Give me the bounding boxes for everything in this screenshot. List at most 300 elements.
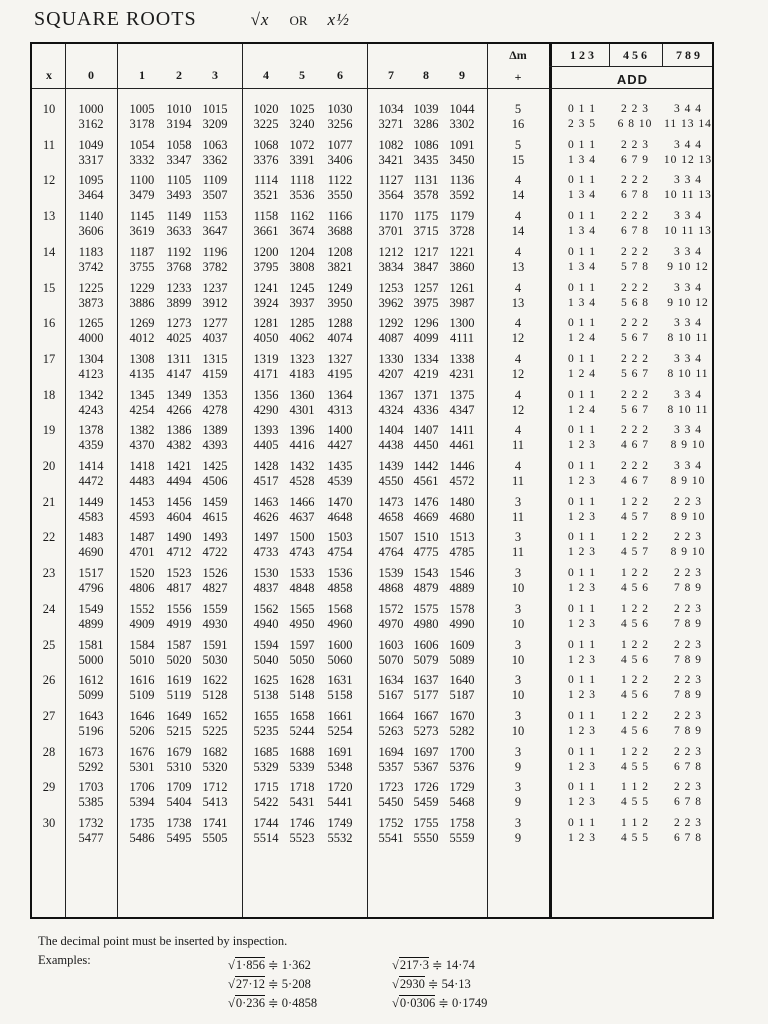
- delta-28-b-text: 9: [514, 759, 522, 774]
- cell-10-2-b-text: 3194: [166, 117, 192, 131]
- cell-11-0-a-text: 1049: [78, 137, 104, 152]
- diff-14-g3-a-text: 3 3 4: [674, 245, 702, 258]
- cell-10-5-b-text: 3240: [289, 117, 315, 131]
- cell-14-7-b-text: 3834: [378, 259, 404, 274]
- examples-label: Examples:: [38, 953, 91, 967]
- cell-19-1-b-text: 4370: [129, 438, 155, 453]
- cell-26-2-b-text: 5119: [166, 688, 192, 703]
- cell-28-1-b-text: 5301: [129, 759, 155, 774]
- cell-28-4-b-text: 5329: [253, 759, 279, 774]
- diff-30-g1-b-text: 1 2 3: [568, 832, 596, 844]
- cell-14-2-b-text: 3768: [166, 259, 192, 274]
- cell-14-1-a-text: 1187: [129, 244, 155, 259]
- diff-14-g2-a-text: 2 2 2: [621, 245, 649, 258]
- cell-27-5-b-text: 5244: [289, 723, 315, 738]
- cell-27-7-a-text: 1664: [378, 708, 404, 723]
- cell-27-1-b-text: 5206: [129, 723, 155, 738]
- diff-28-g2-b-text: 4 5 5: [621, 760, 649, 773]
- diff-21-g1-a-text: 0 1 1: [568, 495, 596, 508]
- cell-11-2-a-text: 1058: [166, 137, 192, 152]
- diff-24-g1-a-text: 0 1 1: [568, 602, 596, 615]
- cell-12-0-a-text: 1095: [78, 173, 104, 188]
- header-digit-4-text: 4: [263, 68, 269, 82]
- cell-13-4-b-text: 3661: [253, 224, 279, 239]
- cell-21-8-a-text: 1476: [413, 494, 439, 509]
- cell-11-3-a-text: 1063: [202, 137, 228, 152]
- cell-19-4-a-text: 1393: [253, 423, 279, 438]
- cell-26-5-a-text: 1628: [289, 673, 315, 688]
- cell-16-0-b-text: 4000: [78, 331, 104, 346]
- cell-25-6-a-text: 1600: [327, 637, 353, 652]
- diff-26-g3-b-text: 7 8 9: [674, 689, 702, 702]
- cell-28-0-a-text: 1673: [78, 744, 104, 759]
- diff-29-g1-a-text: 0 1 1: [568, 781, 596, 794]
- cell-25-0-a-text: 1581: [78, 637, 104, 652]
- sqrt-sign-icon: √: [392, 996, 399, 1010]
- cell-18-2-b-text: 4266: [166, 402, 192, 417]
- cell-15-7-a-text: 1253: [378, 280, 404, 295]
- cell-26-2-a-text: 1619: [166, 673, 192, 688]
- cell-26-8-b-text: 5177: [413, 688, 439, 703]
- diff-28-g3-b-text: 6 7 8: [674, 760, 702, 773]
- cell-16-8-b-text: 4099: [413, 331, 439, 346]
- cell-11-4-a-text: 1068: [253, 137, 279, 152]
- cell-20-8-a-text: 1442: [413, 459, 439, 473]
- diff-23-g2-a-text: 1 2 2: [621, 567, 649, 580]
- cell-30-2-a-text: 1738: [166, 816, 192, 830]
- cell-12-1-a-text: 1100: [129, 173, 155, 188]
- cell-11-9-a-text: 1091: [449, 137, 475, 152]
- diff-26-g1-b-text: 1 2 3: [568, 689, 596, 702]
- example-6: [392, 995, 487, 1011]
- cell-17-4-a-text: 1319: [253, 351, 279, 366]
- cell-20-7-b-text: 4550: [378, 474, 404, 488]
- cell-21-1-a-text: 1453: [129, 494, 155, 509]
- diff-15-g3-a-text: 3 3 4: [674, 281, 702, 294]
- row-x-18-text: 18: [42, 387, 56, 402]
- diff-16-g3-b-text: 8 10 11: [667, 332, 709, 345]
- cell-18-7-b-text: 4324: [378, 402, 404, 417]
- diff-19-g3-b-text: 8 9 10: [670, 439, 706, 452]
- delta-17-b-text: 12: [511, 366, 525, 381]
- delta-27-b-text: 10: [511, 723, 525, 738]
- cell-19-4-b-text: 4405: [253, 438, 279, 453]
- cell-13-6-a-text: 1166: [327, 209, 353, 224]
- cell-29-1-b-text: 5394: [129, 795, 155, 810]
- row-x-13-text: 13: [42, 209, 56, 224]
- title-text: SQUARE ROOTS: [34, 8, 197, 30]
- cell-23-0-a-text: 1517: [78, 566, 104, 581]
- cell-10-7-b-text: 3271: [378, 117, 404, 131]
- cell-17-2-b-text: 4147: [166, 366, 192, 381]
- cell-29-5-a-text: 1718: [289, 780, 315, 795]
- cell-24-4-a-text: 1562: [253, 601, 279, 616]
- cell-21-4-a-text: 1463: [253, 494, 279, 509]
- row-x-29-text: 29: [42, 780, 56, 795]
- diff-19-g2-b-text: 4 6 7: [621, 439, 649, 452]
- cell-23-9-b-text: 4889: [449, 581, 475, 596]
- cell-18-8-a-text: 1371: [413, 387, 439, 402]
- cell-23-8-b-text: 4879: [413, 581, 439, 596]
- delta-20-a-text: 4: [514, 459, 522, 473]
- cell-17-0-b-text: 4123: [78, 366, 104, 381]
- cell-10-9-b-text: 3302: [449, 117, 475, 131]
- cell-18-4-b-text: 4290: [253, 402, 279, 417]
- cell-21-6-a-text: 1470: [327, 494, 353, 509]
- cell-29-9-b-text: 5468: [449, 795, 475, 810]
- cell-11-9-b-text: 3450: [449, 152, 475, 167]
- diff-25-g3-a-text: 2 2 3: [674, 638, 702, 651]
- cell-11-3-b-text: 3362: [202, 152, 228, 167]
- example-5: [392, 976, 471, 992]
- cell-13-9-b-text: 3728: [449, 224, 475, 239]
- cell-27-9-b-text: 5282: [449, 723, 475, 738]
- delta-23-a-text: 3: [514, 566, 522, 581]
- cell-20-1-b-text: 4483: [129, 474, 155, 488]
- cell-14-0-b-text: 3742: [78, 259, 104, 274]
- cell-26-7-b-text: 5167: [378, 688, 404, 703]
- delta-19-b-text: 11: [511, 438, 525, 453]
- cell-21-7-a-text: 1473: [378, 494, 404, 509]
- cell-17-7-b-text: 4207: [378, 366, 404, 381]
- cell-22-4-a-text: 1497: [253, 530, 279, 545]
- diff-17-g2-a-text: 2 2 2: [621, 352, 649, 365]
- row-x-24-text: 24: [42, 601, 56, 616]
- cell-18-4-a-text: 1356: [253, 387, 279, 402]
- diff-group-rule: [662, 44, 663, 66]
- diff-21-g3-a-text: 2 2 3: [674, 495, 702, 508]
- diff-24-g3-b-text: 7 8 9: [674, 617, 702, 630]
- diff-11-g2-a-text: 2 2 3: [621, 138, 649, 151]
- cell-24-9-a-text: 1578: [449, 601, 475, 616]
- sqrt-sign-icon: √: [228, 958, 235, 972]
- cell-28-3-a-text: 1682: [202, 744, 228, 759]
- cell-28-7-b-text: 5357: [378, 759, 404, 774]
- diff-20-g3-a-text: 3 3 4: [674, 460, 702, 472]
- cell-18-0-b-text: 4243: [78, 402, 104, 417]
- diff-22-g2-a-text: 1 2 2: [621, 531, 649, 544]
- cell-20-5-b-text: 4528: [289, 474, 315, 488]
- cell-22-3-b-text: 4722: [202, 545, 228, 560]
- delta-18-b-text: 12: [511, 402, 525, 417]
- cell-27-6-a-text: 1661: [327, 708, 353, 723]
- cell-10-8-b-text: 3286: [413, 117, 439, 131]
- cell-23-5-a-text: 1533: [289, 566, 315, 581]
- cell-17-9-a-text: 1338: [449, 351, 475, 366]
- diff-15-g3-b-text: 9 10 12: [667, 296, 709, 309]
- cell-15-6-b-text: 3950: [327, 295, 353, 310]
- cell-25-1-b-text: 5010: [129, 652, 155, 667]
- cell-20-0-b-text: 4472: [78, 474, 104, 488]
- footer-note: The decimal point must be inserted by inspection.: [38, 934, 288, 948]
- cell-15-6-a-text: 1249: [327, 280, 353, 295]
- delta-24-a-text: 3: [514, 601, 522, 616]
- cell-13-7-a-text: 1170: [378, 209, 404, 224]
- diff-23-g2-b-text: 4 5 6: [621, 582, 649, 595]
- cell-23-4-b-text: 4837: [253, 581, 279, 596]
- diff-17-g3-a-text: 3 3 4: [674, 352, 702, 365]
- cell-13-5-a-text: 1162: [289, 209, 315, 224]
- cell-30-1-b-text: 5486: [129, 831, 155, 845]
- diff-12-g1-b-text: 1 3 4: [568, 189, 596, 202]
- cell-24-4-b-text: 4940: [253, 616, 279, 631]
- diff-15-g1-b-text: 1 3 4: [568, 296, 596, 309]
- diff-12-g2-a-text: 2 2 2: [621, 174, 649, 187]
- cell-30-5-b-text: 5523: [289, 831, 315, 845]
- row-x-10-text: 10: [42, 102, 56, 116]
- row-x-28-text: 28: [42, 744, 56, 759]
- cell-14-8-a-text: 1217: [413, 244, 439, 259]
- cell-27-4-b-text: 5235: [253, 723, 279, 738]
- cell-16-4-b-text: 4050: [253, 331, 279, 346]
- cell-22-7-a-text: 1507: [378, 530, 404, 545]
- cell-13-3-a-text: 1153: [202, 209, 228, 224]
- cell-23-7-b-text: 4868: [378, 581, 404, 596]
- diff-16-g2-b-text: 5 6 7: [621, 332, 649, 345]
- cell-27-5-a-text: 1658: [289, 708, 315, 723]
- diff-20-g2-b-text: 4 6 7: [621, 475, 649, 487]
- delta-16-b-text: 12: [511, 331, 525, 346]
- diff-23-g1-b-text: 1 2 3: [568, 582, 596, 595]
- cell-19-2-a-text: 1386: [166, 423, 192, 438]
- cell-18-6-b-text: 4313: [327, 402, 353, 417]
- cell-22-6-b-text: 4754: [327, 545, 353, 560]
- cell-10-1-b-text: 3178: [129, 117, 155, 131]
- cell-14-5-b-text: 3808: [289, 259, 315, 274]
- example-radicand: 1·856: [235, 958, 266, 972]
- cell-18-6-a-text: 1364: [327, 387, 353, 402]
- cell-21-9-b-text: 4680: [449, 509, 475, 524]
- delta-12-b-text: 14: [511, 188, 525, 203]
- cell-25-4-a-text: 1594: [253, 637, 279, 652]
- diff-29-g3-b-text: 6 7 8: [674, 796, 702, 809]
- delta-19-a-text: 4: [514, 423, 522, 438]
- cell-24-6-b-text: 4960: [327, 616, 353, 631]
- cell-15-0-a-text: 1225: [78, 280, 104, 295]
- column-rule: [487, 44, 488, 917]
- cell-11-8-b-text: 3435: [413, 152, 439, 167]
- diff-19-g1-a-text: 0 1 1: [568, 424, 596, 437]
- diff-17-g1-a-text: 0 1 1: [568, 352, 596, 365]
- cell-11-0-b-text: 3317: [78, 152, 104, 167]
- cell-27-3-b-text: 5225: [202, 723, 228, 738]
- cell-16-1-a-text: 1269: [129, 316, 155, 331]
- example-result: ≑ 1·362: [265, 958, 311, 972]
- cell-16-3-b-text: 4037: [202, 331, 228, 346]
- cell-16-8-a-text: 1296: [413, 316, 439, 331]
- cell-24-0-b-text: 4899: [78, 616, 104, 631]
- cell-24-7-a-text: 1572: [378, 601, 404, 616]
- diff-20-g1-b-text: 1 2 3: [568, 475, 596, 487]
- cell-15-2-b-text: 3899: [166, 295, 192, 310]
- cell-23-0-b-text: 4796: [78, 581, 104, 596]
- cell-24-1-a-text: 1552: [129, 601, 155, 616]
- cell-30-3-a-text: 1741: [202, 816, 228, 830]
- example-radicand: 2930: [399, 977, 425, 991]
- diff-28-g1-a-text: 0 1 1: [568, 745, 596, 758]
- cell-23-2-b-text: 4817: [166, 581, 192, 596]
- cell-17-5-b-text: 4183: [289, 366, 315, 381]
- diff-18-g2-b-text: 5 6 7: [621, 403, 649, 416]
- example-radicand: 0·236: [235, 996, 266, 1010]
- cell-26-8-a-text: 1637: [413, 673, 439, 688]
- cell-29-4-a-text: 1715: [253, 780, 279, 795]
- cell-11-7-b-text: 3421: [378, 152, 404, 167]
- cell-21-2-b-text: 4604: [166, 509, 192, 524]
- cell-22-8-a-text: 1510: [413, 530, 439, 545]
- cell-17-8-b-text: 4219: [413, 366, 439, 381]
- delta-30-b-text: 9: [514, 831, 522, 845]
- cell-15-0-b-text: 3873: [78, 295, 104, 310]
- cell-26-6-b-text: 5158: [327, 688, 353, 703]
- delta-10-a-text: 5: [514, 102, 522, 116]
- example-radicand: 27·12: [235, 977, 266, 991]
- cell-29-5-b-text: 5431: [289, 795, 315, 810]
- cell-14-6-b-text: 3821: [327, 259, 353, 274]
- cell-19-6-b-text: 4427: [327, 438, 353, 453]
- delta-17-a-text: 4: [514, 351, 522, 366]
- diff-22-g3-b-text: 8 9 10: [670, 546, 706, 559]
- cell-18-5-a-text: 1360: [289, 387, 315, 402]
- diff-23-g3-a-text: 2 2 3: [674, 567, 702, 580]
- cell-19-0-b-text: 4359: [78, 438, 104, 453]
- cell-15-5-a-text: 1245: [289, 280, 315, 295]
- delta-13-b-text: 14: [511, 224, 525, 239]
- diff-14-g3-b-text: 9 10 12: [667, 260, 709, 273]
- cell-16-7-a-text: 1292: [378, 316, 404, 331]
- cell-14-3-b-text: 3782: [202, 259, 228, 274]
- cell-10-0-a-text: 1000: [78, 102, 104, 116]
- cell-26-7-a-text: 1634: [378, 673, 404, 688]
- cell-16-2-a-text: 1273: [166, 316, 192, 331]
- cell-23-8-a-text: 1543: [413, 566, 439, 581]
- example-result: ≑ 5·208: [265, 977, 311, 991]
- cell-19-9-b-text: 4461: [449, 438, 475, 453]
- cell-28-0-b-text: 5292: [78, 759, 104, 774]
- header-rule: [32, 88, 712, 89]
- cell-22-0-b-text: 4690: [78, 545, 104, 560]
- diff-26-g3-a-text: 2 2 3: [674, 674, 702, 687]
- diff-22-g2-b-text: 4 5 7: [621, 546, 649, 559]
- cell-12-8-b-text: 3578: [413, 188, 439, 203]
- cell-30-6-b-text: 5532: [327, 831, 353, 845]
- cell-29-0-b-text: 5385: [78, 795, 104, 810]
- cell-11-5-a-text: 1072: [289, 137, 315, 152]
- diff-21-g3-b-text: 8 9 10: [670, 510, 706, 523]
- diff-27-g2-b-text: 4 5 6: [621, 724, 649, 737]
- cell-25-7-b-text: 5070: [378, 652, 404, 667]
- cell-10-7-a-text: 1034: [378, 102, 404, 116]
- cell-30-7-a-text: 1752: [378, 816, 404, 830]
- row-x-22-text: 22: [42, 530, 56, 545]
- row-x-21-text: 21: [42, 494, 56, 509]
- cell-24-7-b-text: 4970: [378, 616, 404, 631]
- cell-24-5-a-text: 1565: [289, 601, 315, 616]
- sqrt-sign-icon: √: [228, 977, 235, 991]
- cell-10-6-a-text: 1030: [327, 102, 353, 116]
- cell-13-8-a-text: 1175: [413, 209, 439, 224]
- cell-17-8-a-text: 1334: [413, 351, 439, 366]
- cell-28-6-a-text: 1691: [327, 744, 353, 759]
- cell-22-8-b-text: 4775: [413, 545, 439, 560]
- cell-23-1-a-text: 1520: [129, 566, 155, 581]
- cell-26-9-a-text: 1640: [449, 673, 475, 688]
- cell-27-8-b-text: 5273: [413, 723, 439, 738]
- diff-25-g3-b-text: 7 8 9: [674, 653, 702, 666]
- diff-12-g1-a-text: 0 1 1: [568, 174, 596, 187]
- cell-20-2-b-text: 4494: [166, 474, 192, 488]
- cell-29-0-a-text: 1703: [78, 780, 104, 795]
- cell-18-7-a-text: 1367: [378, 387, 404, 402]
- cell-30-3-b-text: 5505: [202, 831, 228, 845]
- cell-16-7-b-text: 4087: [378, 331, 404, 346]
- example-4: [392, 957, 475, 973]
- diff-21-g1-b-text: 1 2 3: [568, 510, 596, 523]
- example-radicand: 217·3: [399, 958, 430, 972]
- cell-18-1-b-text: 4254: [129, 402, 155, 417]
- diff-17-g3-b-text: 8 10 11: [667, 367, 709, 380]
- sqrt-sign-icon: √: [392, 958, 399, 972]
- cell-21-0-a-text: 1449: [78, 494, 104, 509]
- diff-27-g1-a-text: 0 1 1: [568, 709, 596, 722]
- diff-14-g1-a-text: 0 1 1: [568, 245, 596, 258]
- cell-17-6-b-text: 4195: [327, 366, 353, 381]
- cell-14-5-a-text: 1204: [289, 244, 315, 259]
- cell-21-3-b-text: 4615: [202, 509, 228, 524]
- cell-19-3-b-text: 4393: [202, 438, 228, 453]
- cell-11-7-a-text: 1082: [378, 137, 404, 152]
- diff-12-g2-b-text: 6 7 8: [621, 189, 649, 202]
- cell-28-8-a-text: 1697: [413, 744, 439, 759]
- header-digit-1-text: 1: [139, 68, 145, 82]
- cell-15-1-a-text: 1229: [129, 280, 155, 295]
- cell-30-8-b-text: 5550: [413, 831, 439, 845]
- cell-13-1-a-text: 1145: [129, 209, 155, 224]
- cell-12-2-a-text: 1105: [166, 173, 192, 188]
- cell-19-8-b-text: 4450: [413, 438, 439, 453]
- cell-18-9-a-text: 1375: [449, 387, 475, 402]
- cell-14-9-a-text: 1221: [449, 244, 475, 259]
- diff-group-rule: [609, 44, 610, 66]
- cell-12-6-b-text: 3550: [327, 188, 353, 203]
- example-result: ≑ 0·4858: [265, 996, 318, 1010]
- cell-26-1-b-text: 5109: [129, 688, 155, 703]
- cell-28-7-a-text: 1694: [378, 744, 404, 759]
- cell-11-5-b-text: 3391: [289, 152, 315, 167]
- cell-27-0-a-text: 1643: [78, 708, 104, 723]
- title-math-power: x½: [327, 10, 350, 29]
- diff-29-g1-b-text: 1 2 3: [568, 796, 596, 809]
- cell-15-8-a-text: 1257: [413, 280, 439, 295]
- delta-29-b-text: 9: [514, 795, 522, 810]
- diff-18-g1-b-text: 1 2 4: [568, 403, 596, 416]
- cell-19-1-a-text: 1382: [129, 423, 155, 438]
- cell-10-5-a-text: 1025: [289, 102, 315, 116]
- cell-30-8-a-text: 1755: [413, 816, 439, 830]
- diff-29-g2-b-text: 4 5 5: [621, 796, 649, 809]
- cell-11-8-a-text: 1086: [413, 137, 439, 152]
- cell-21-1-b-text: 4593: [129, 509, 155, 524]
- diff-24-g2-a-text: 1 2 2: [621, 602, 649, 615]
- cell-13-9-a-text: 1179: [449, 209, 475, 224]
- example-3: [228, 995, 317, 1011]
- diff-20-g2-a-text: 2 2 2: [621, 460, 649, 472]
- delta-11-a-text: 5: [514, 137, 522, 152]
- cell-14-4-b-text: 3795: [253, 259, 279, 274]
- cell-20-3-a-text: 1425: [202, 459, 228, 473]
- cell-10-0-b-text: 3162: [78, 117, 104, 131]
- cell-20-0-a-text: 1414: [78, 459, 104, 473]
